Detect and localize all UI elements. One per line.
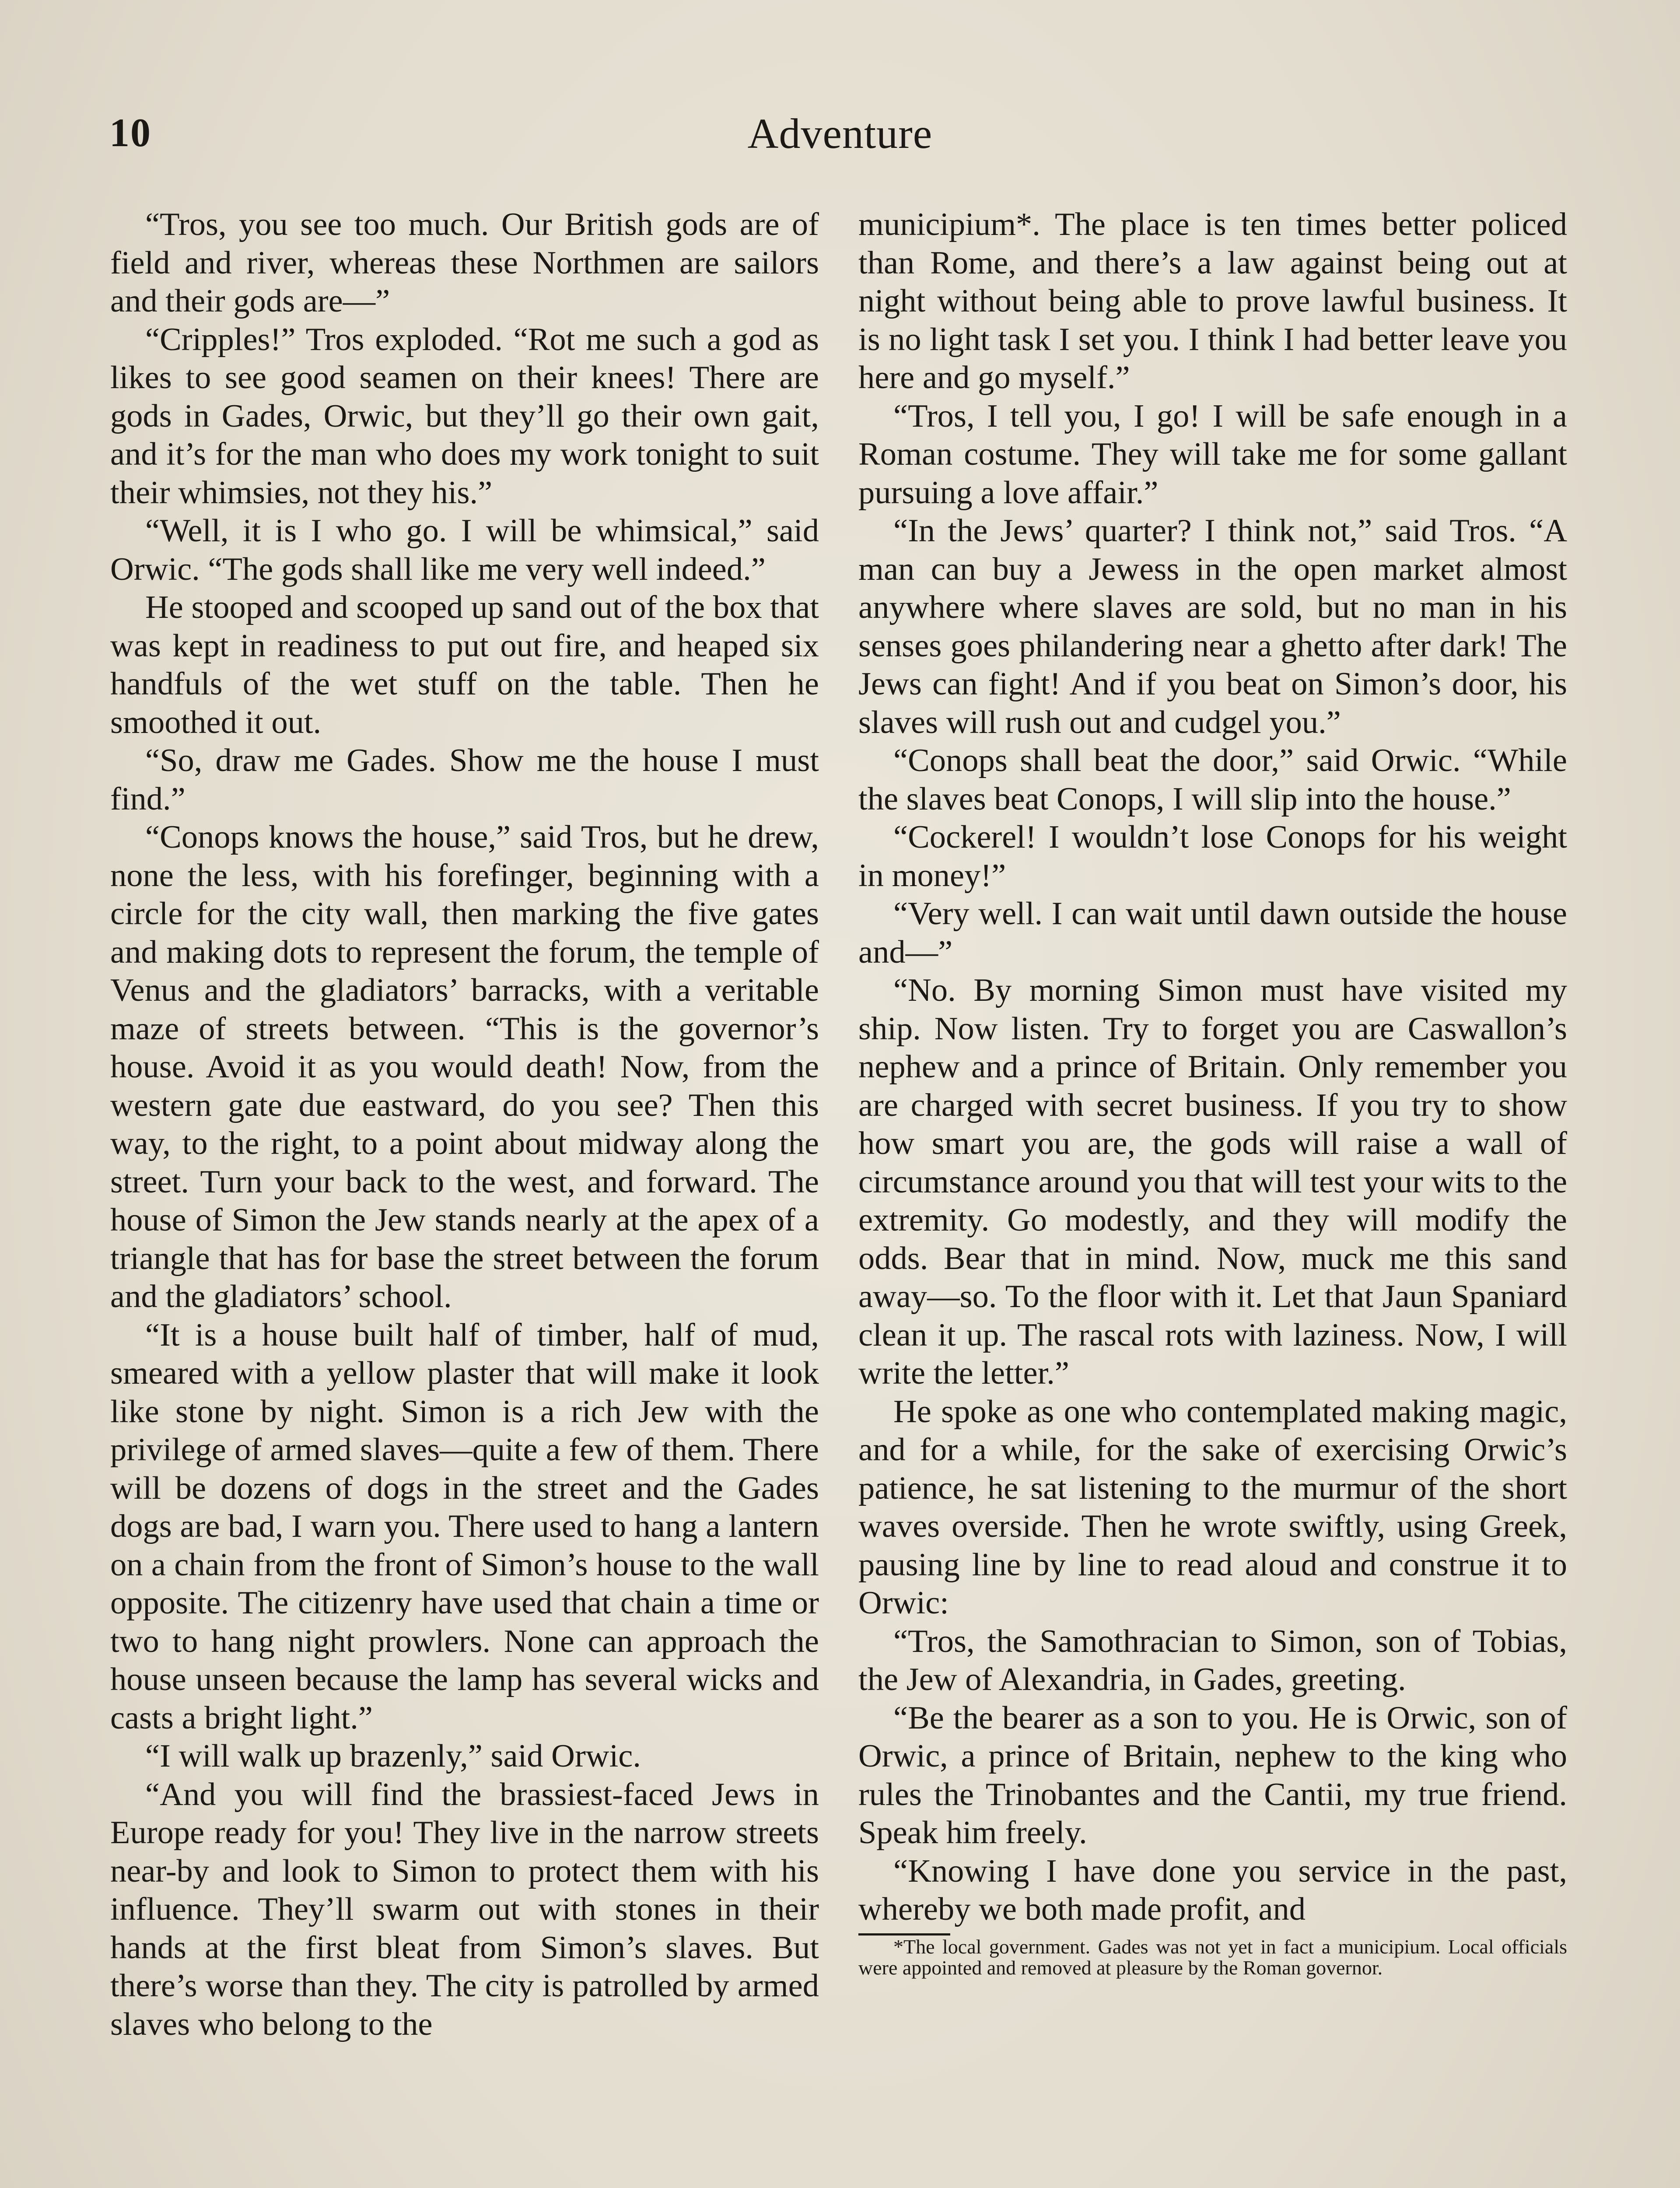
right-column [858, 206, 1567, 1978]
paragraph: “So, draw me Gades. Show me the house I must find.” [110, 743, 819, 817]
paragraph: “Cockerel! I wouldn’t lose Conops for his weight in money!” [858, 819, 1567, 894]
paragraph: “No. By morning Simon must have visited my ship. Now listen. Try to forget you are Caswallon’s nephew and a prince of Britain. Only remember you are charged with secret business. If you try to show how smart you are, the gods will raise a wall of circumstance around you that will test your wits to the extremity. Go modestly, and they will modify the odds. Bear that in mind. Now, muck me this sand away—so. To the floor with it. Let that Jaun Spaniard clean it up. The rascal rots with laziness. Now, I will write the letter.” [858, 972, 1568, 1391]
paragraph: “Tros, I tell you, I go! I will be safe enough in a Roman costume. They will take me for some gallant pursuing a love affair.” [858, 398, 1567, 511]
continued-paragraph: municipium*. The place is ten times better policed than Rome, and there’s a law against being out at night without being able to prove lawful business. It is no light task I set you. I think I had better leave you here and go myself.” [858, 207, 1567, 396]
paragraph: “In the Jews’ quarter? I think not,” said Tros. “A man can buy a Jewess in the open market almost anywhere where slaves are sold, but no man in his senses goes philandering near a ghetto after dark! The Jews can fight! And if you beat on Simon’s door, his slaves will rush out and cudgel you.” [858, 513, 1567, 740]
paragraph: “Cripples!” Tros exploded. “Rot me such a god as likes to see good seamen on their knees! There are gods in Gades, Orwic, but they’ll go their own gait, and it’s for the man who does my work tonight to suit their whimsies, not they his.” [110, 321, 819, 511]
page-number: 10 [109, 110, 151, 155]
paragraph: “Very well. I can wait until dawn outside the house and—” [858, 896, 1567, 970]
running-head [109, 109, 1571, 166]
footnote: *The local government. Gades was not yet in fact a municipium. Local officials were appointed and removed at pleasure by the Roman governor. [858, 1935, 1567, 1979]
footnote-divider [858, 1933, 950, 1936]
paragraph: “Tros, you see too much. Our British gods are of field and river, whereas these Northmen are sailors and their gods are—” [110, 207, 819, 319]
paragraph: “Conops knows the house,” said Tros, but he drew, none the less, with his forefinger, beginning with a circle for the city wall, then marking the five gates and making dots to represent the forum, the temple of Venus and the gladiators’ barracks, with a veritable maze of streets between. “This is the governor’s house. Avoid it as you would death! Now, from the western gate due eastward, do you see? Then this way, to the right, to a point about midway along the street. Turn your back to the west, and forward. The house of Simon the Jew stands nearly at the apex of a triangle that has for base the street between the forum and the gladiators’ school. [110, 819, 819, 1315]
left-column [110, 206, 819, 2044]
paragraph: “It is a house built half of timber, half of mud, smeared with a yellow plaster that will make it look like stone by night. Simon is a rich Jew with the privilege of armed slaves—quite a few of them. There will be dozens of dogs in the street and the Gades dogs are bad, I warn you. There used to hang a lantern on a chain from the front of Simon’s house to the wall opposite. The citizenry have used that chain a time or two to hang night prowlers. None can approach the house unseen because the lamp has several wicks and casts a bright light.” [110, 1317, 819, 1736]
paragraph: “And you will find the brassiest-faced Jews in Europe ready for you! They live in the narrow streets near-by and look to Simon to protect them with his influence. They’ll swarm out with stones in their hands at the first bleat from Simon’s slaves. But there’s worse than they. The city is patrolled by armed slaves who belong to the [110, 1776, 819, 2042]
paragraph: He stooped and scooped up sand out of the box that was kept in readiness to put out fire, and heaped six handfuls of the wet stuff on the table. Then he smoothed it out. [110, 589, 819, 740]
paragraph: “I will walk up brazenly,” said Orwic. [145, 1738, 641, 1774]
magazine-title: Adventure [747, 110, 933, 158]
paragraph: “Conops shall beat the door,” said Orwic. “While the slaves beat Conops, I will slip into the house.” [858, 743, 1567, 817]
paragraph: He spoke as one who contemplated making magic, and for a while, for the sake of exercising Orwic’s patience, he sat listening to the murmur of the short waves overside. Then he wrote swiftly, using Greek, pausing line by line to read aloud and construe it to Orwic: [858, 1393, 1567, 1621]
paragraph: “Tros, the Samothracian to Simon, son of Tobias, the Jew of Alexandria, in Gades, greeting. [858, 1623, 1567, 1697]
paragraph: “Be the bearer as a son to you. He is Orwic, son of Orwic, a prince of Britain, nephew to the king who rules the Trinobantes and the Cantii, my true friend. Speak him freely. [858, 1700, 1567, 1851]
paragraph: “Knowing I have done you service in the past, whereby we both made profit, and [858, 1853, 1567, 1927]
paragraph: “Well, it is I who go. I will be whimsical,” said Orwic. “The gods shall like me very well indeed.” [110, 513, 819, 587]
